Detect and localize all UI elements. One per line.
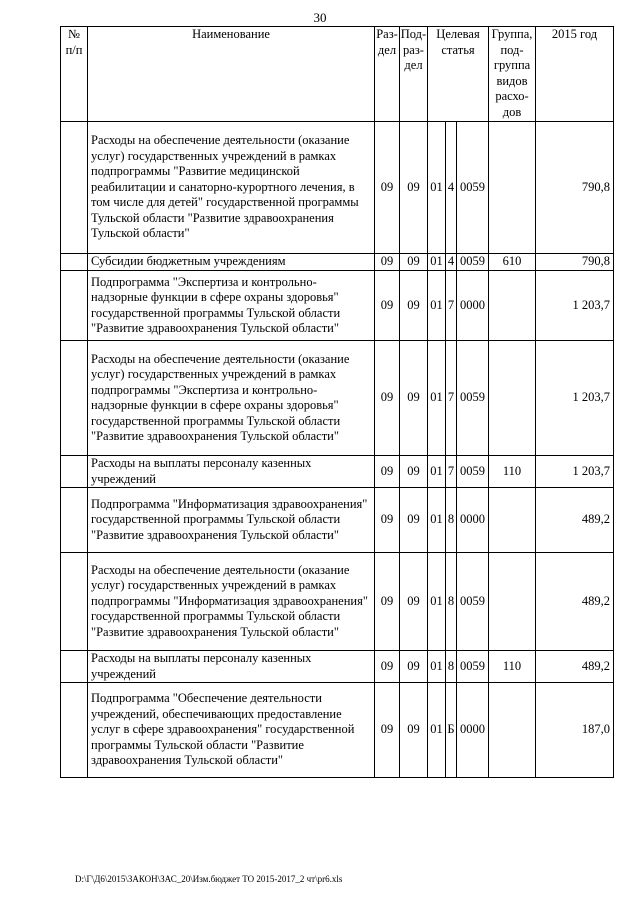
- row-target-program-cell: 01: [428, 122, 446, 254]
- header-razdel: Раз- дел: [375, 27, 400, 122]
- row-target-program-cell: 01: [428, 683, 446, 778]
- row-amount-cell: 1 203,7: [536, 271, 614, 341]
- header-year: 2015 год: [536, 27, 614, 122]
- row-group-cell: [489, 271, 536, 341]
- row-target-program-cell: 01: [428, 488, 446, 553]
- row-amount-cell: 489,2: [536, 553, 614, 651]
- row-group-cell: 110: [489, 651, 536, 683]
- row-amount-cell: 187,0: [536, 683, 614, 778]
- table-row: [61, 254, 614, 271]
- row-amount-cell: 1 203,7: [536, 456, 614, 488]
- row-group-cell: 110: [489, 456, 536, 488]
- row-number-cell: [61, 683, 88, 778]
- row-target-direction-cell: 0059: [457, 651, 489, 683]
- row-target-program-cell: 01: [428, 651, 446, 683]
- row-group-cell: [489, 488, 536, 553]
- row-group-cell: [489, 122, 536, 254]
- row-name-cell: Расходы на выплаты персоналу казенных учреждений: [88, 456, 375, 488]
- row-amount-cell: 790,8: [536, 254, 614, 271]
- row-target-direction-cell: 0000: [457, 488, 489, 553]
- table-row: [61, 271, 614, 341]
- header-target: Целевая статья: [428, 27, 489, 122]
- row-amount-cell: 489,2: [536, 488, 614, 553]
- row-group-cell: [489, 683, 536, 778]
- row-podrazdel-cell: 09: [400, 553, 428, 651]
- file-path-footer: D:\Г\Д6\2015\ЗАКОН\ЗАС_20\Изм.бюджет ТО 2015-2017_2 чт\pr6.xls: [75, 874, 343, 884]
- row-target-direction-cell: 0059: [457, 341, 489, 456]
- header-podrazdel: Под- раз- дел: [400, 27, 428, 122]
- row-name-cell: Расходы на обеспечение деятельности (оказание услуг) государственных учреждений в рамках подпрограммы "Развитие медицинской реабилитации и санаторно-курортного лечения, в том числе для детей" государственной программы Тульской области "Развитие здравоохранения Тульской области": [88, 122, 375, 254]
- row-podrazdel-cell: 09: [400, 271, 428, 341]
- row-podrazdel-cell: 09: [400, 254, 428, 271]
- row-name-cell: Расходы на выплаты персоналу казенных учреждений: [88, 651, 375, 683]
- row-target-program-cell: 01: [428, 341, 446, 456]
- row-target-subprogram-cell: 7: [446, 271, 457, 341]
- row-target-direction-cell: 0059: [457, 122, 489, 254]
- row-target-subprogram-cell: Б: [446, 683, 457, 778]
- row-target-subprogram-cell: 7: [446, 456, 457, 488]
- row-podrazdel-cell: 09: [400, 683, 428, 778]
- row-name-cell: Подпрограмма "Информатизация здравоохранения" государственной программы Тульской области "Развитие здравоохранения Тульской области": [88, 488, 375, 553]
- row-target-subprogram-cell: 8: [446, 488, 457, 553]
- row-target-program-cell: 01: [428, 456, 446, 488]
- budget-table: [60, 26, 614, 778]
- row-number-cell: [61, 553, 88, 651]
- row-number-cell: [61, 254, 88, 271]
- page-number: 30: [313, 10, 327, 25]
- row-razdel-cell: 09: [375, 456, 400, 488]
- row-podrazdel-cell: 09: [400, 651, 428, 683]
- row-name-cell: Субсидии бюджетным учреждениям: [88, 254, 375, 271]
- row-name-cell: Подпрограмма "Экспертиза и контрольно-надзорные функции в сфере охраны здоровья" государственной программы Тульской области "Развитие здравоохранения Тульской области": [88, 271, 375, 341]
- row-razdel-cell: 09: [375, 271, 400, 341]
- table-row: [61, 488, 614, 553]
- row-amount-cell: 790,8: [536, 122, 614, 254]
- row-name-cell: Подпрограмма "Обеспечение деятельности учреждений, обеспечивающих предоставление услуг в сфере здравоохранения" государственной программы Тульской области "Развитие здравоохранения Тульской области": [88, 683, 375, 778]
- table-row: [61, 651, 614, 683]
- row-target-direction-cell: 0059: [457, 456, 489, 488]
- row-razdel-cell: 09: [375, 254, 400, 271]
- row-podrazdel-cell: 09: [400, 488, 428, 553]
- row-razdel-cell: 09: [375, 122, 400, 254]
- header-group: Группа, под- группа видов расхо- дов: [489, 27, 536, 122]
- table-row: [61, 122, 614, 254]
- row-target-subprogram-cell: 8: [446, 651, 457, 683]
- row-podrazdel-cell: 09: [400, 456, 428, 488]
- row-group-cell: 610: [489, 254, 536, 271]
- row-amount-cell: 1 203,7: [536, 341, 614, 456]
- row-target-direction-cell: 0000: [457, 271, 489, 341]
- row-podrazdel-cell: 09: [400, 341, 428, 456]
- row-number-cell: [61, 271, 88, 341]
- header-row: [61, 27, 614, 122]
- table-row: [61, 341, 614, 456]
- row-target-subprogram-cell: 7: [446, 341, 457, 456]
- row-name-cell: Расходы на обеспечение деятельности (оказание услуг) государственных учреждений в рамках подпрограммы "Информатизация здравоохранения" государственной программы Тульской области "Развитие здравоохранения Тульской области": [88, 553, 375, 651]
- row-razdel-cell: 09: [375, 651, 400, 683]
- table-row: [61, 456, 614, 488]
- header-num: № п/п: [61, 27, 88, 122]
- row-number-cell: [61, 456, 88, 488]
- row-podrazdel-cell: 09: [400, 122, 428, 254]
- row-target-direction-cell: 0059: [457, 254, 489, 271]
- row-razdel-cell: 09: [375, 683, 400, 778]
- row-target-program-cell: 01: [428, 553, 446, 651]
- row-target-direction-cell: 0000: [457, 683, 489, 778]
- row-target-subprogram-cell: 4: [446, 254, 457, 271]
- row-target-direction-cell: 0059: [457, 553, 489, 651]
- row-target-program-cell: 01: [428, 271, 446, 341]
- row-number-cell: [61, 341, 88, 456]
- table-row: [61, 683, 614, 778]
- header-name: Наименование: [88, 27, 375, 122]
- row-razdel-cell: 09: [375, 553, 400, 651]
- row-group-cell: [489, 341, 536, 456]
- row-razdel-cell: 09: [375, 341, 400, 456]
- row-number-cell: [61, 651, 88, 683]
- row-number-cell: [61, 488, 88, 553]
- row-name-cell: Расходы на обеспечение деятельности (оказание услуг) государственных учреждений в рамках подпрограммы "Экспертиза и контрольно-надзорные функции в сфере охраны здоровья" государственной программы Тульской области "Развитие здравоохранения Тульской области": [88, 341, 375, 456]
- row-amount-cell: 489,2: [536, 651, 614, 683]
- table-row: [61, 553, 614, 651]
- row-target-subprogram-cell: 4: [446, 122, 457, 254]
- row-number-cell: [61, 122, 88, 254]
- row-razdel-cell: 09: [375, 488, 400, 553]
- row-target-subprogram-cell: 8: [446, 553, 457, 651]
- row-group-cell: [489, 553, 536, 651]
- row-target-program-cell: 01: [428, 254, 446, 271]
